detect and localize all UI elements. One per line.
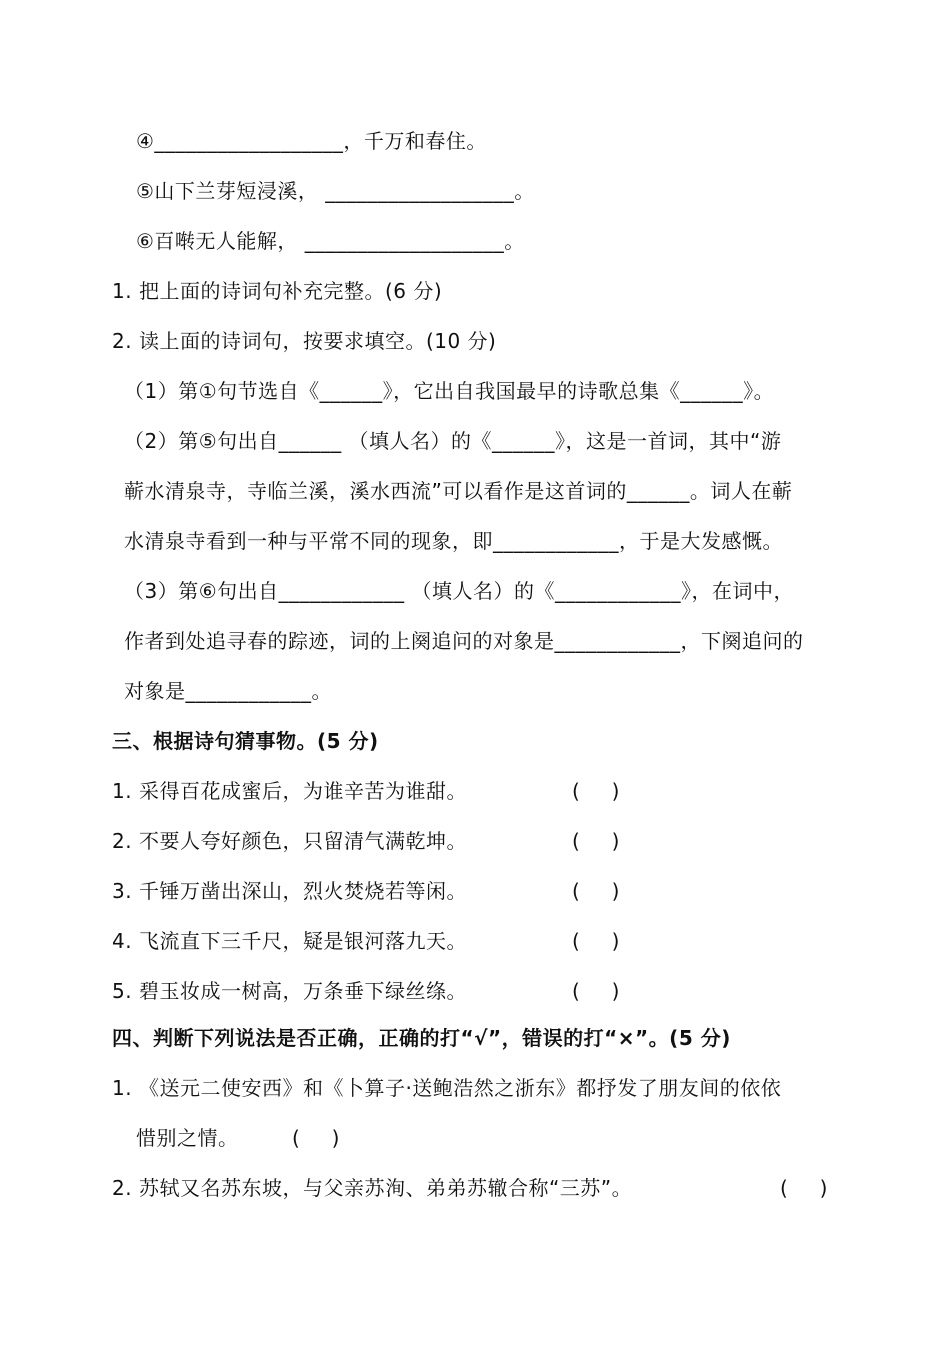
riddle-item-4: 4. 飞流直下三千尺，疑是银河落九天。 (112, 929, 467, 953)
question-1: 1. 把上面的诗词句补充完整。(6 分) (112, 279, 443, 303)
judge-blank-2[interactable]: ( ) (780, 1176, 828, 1200)
sub-question-1: （1）第①句节选自《______》，它出自我国最早的诗歌总集《______》。 (124, 379, 775, 403)
sub-question-3-line-c: 对象是____________。 (124, 679, 332, 703)
sub-question-3-line-b: 作者到处追寻春的踪迹，词的上阕追问的对象是____________，下阕追问的 (124, 629, 804, 653)
riddle-item-3: 3. 千锤万凿出深山，烈火焚烧若等闲。 (112, 879, 467, 903)
sub-question-2-line-b: 蕲水清泉寺，寺临兰溪，溪水西流”可以看作是这首词的______。词人在蕲 (124, 479, 793, 503)
judge-blank-1[interactable]: ( ) (292, 1126, 340, 1150)
answer-blank-2[interactable]: ( ) (572, 829, 620, 853)
riddle-item-5: 5. 碧玉妆成一树高，万条垂下绿丝绦。 (112, 979, 467, 1003)
poem-line-5: ⑤山下兰芽短浸溪， __________________。 (136, 179, 535, 203)
riddle-item-2: 2. 不要人夸好颜色，只留清气满乾坤。 (112, 829, 467, 853)
answer-blank-3[interactable]: ( ) (572, 879, 620, 903)
answer-blank-1[interactable]: ( ) (572, 779, 620, 803)
judge-item-1-line-a: 1. 《送元二使安西》和《卜算子·送鲍浩然之浙东》都抒发了朋友间的依依 (112, 1076, 782, 1100)
judge-item-2: 2. 苏轼又名苏东坡，与父亲苏洵、弟弟苏辙合称“三苏”。 (112, 1176, 633, 1200)
section-4-title: 四、判断下列说法是否正确，正确的打“√”，错误的打“×”。(5 分) (112, 1026, 731, 1050)
sub-question-2-line-c: 水清泉寺看到一种与平常不同的现象，即____________，于是大发感慨。 (124, 529, 783, 553)
sub-question-2-line-a: （2）第⑤句出自______ （填人名）的《______》，这是一首词，其中“游 (124, 429, 782, 453)
judge-item-1-line-b: 惜别之情。 (136, 1126, 239, 1150)
sub-question-3-line-a: （3）第⑥句出自____________ （填人名）的《____________》，在词中， (124, 579, 795, 603)
answer-blank-4[interactable]: ( ) (572, 929, 620, 953)
answer-blank-5[interactable]: ( ) (572, 979, 620, 1003)
poem-line-4: ④__________________，千万和春住。 (136, 129, 487, 153)
poem-line-6: ⑥百啭无人能解， ___________________。 (136, 229, 525, 253)
question-2: 2. 读上面的诗词句，按要求填空。(10 分) (112, 329, 497, 353)
riddle-item-1: 1. 采得百花成蜜后，为谁辛苦为谁甜。 (112, 779, 467, 803)
section-3-title: 三、根据诗句猜事物。(5 分) (112, 729, 379, 753)
